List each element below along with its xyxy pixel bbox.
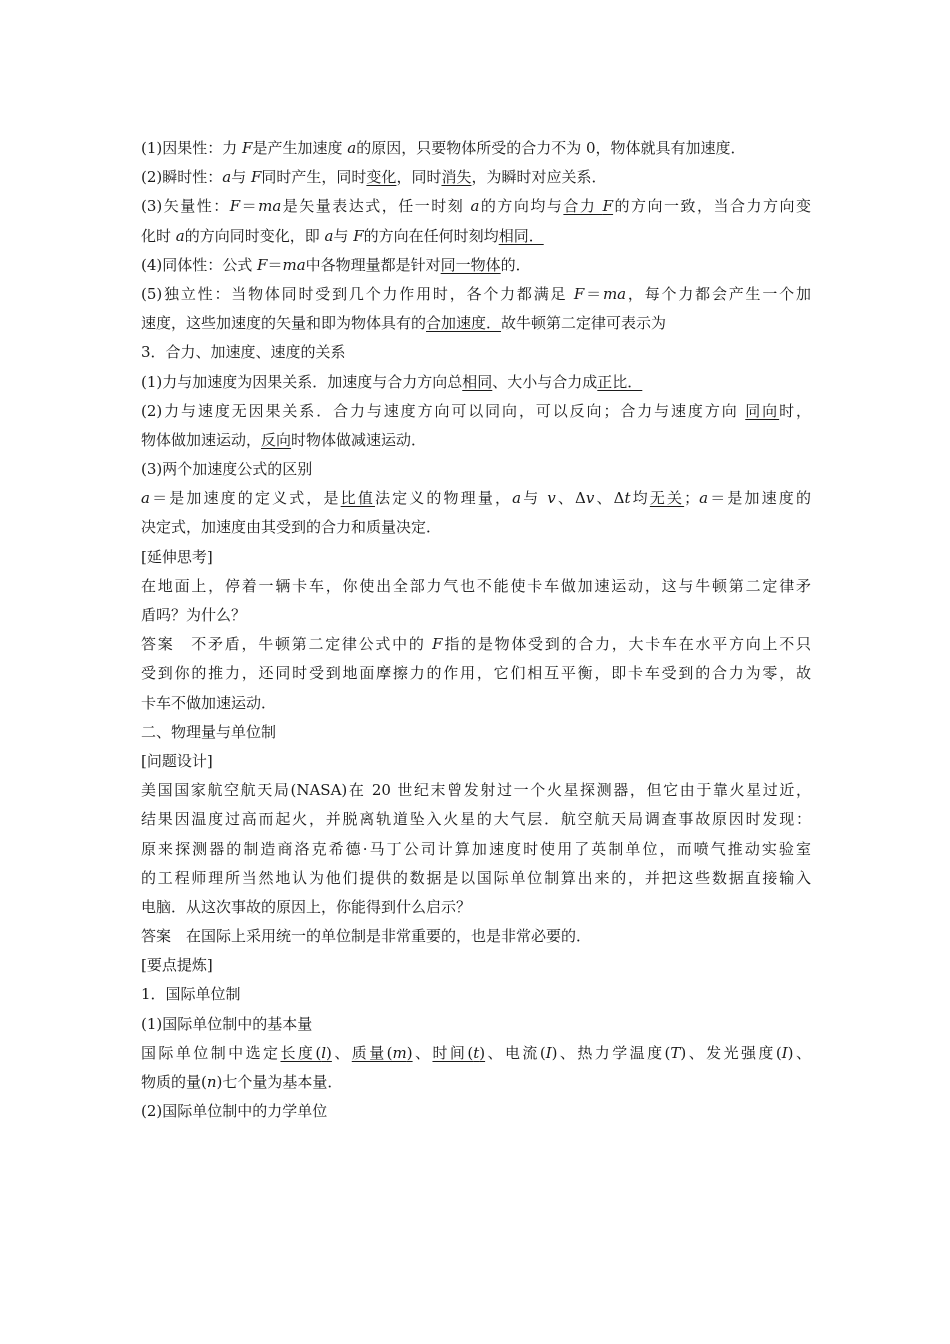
text-line bbox=[141, 864, 811, 893]
text-segment: 、大小与合力成 bbox=[492, 372, 598, 391]
text-segment: 时， bbox=[779, 401, 811, 420]
underlined-answer: 比值 bbox=[340, 489, 375, 508]
text-segment: 、Δ bbox=[594, 489, 625, 508]
symbol: F bbox=[242, 139, 253, 157]
text-line bbox=[141, 835, 811, 864]
symbol: F bbox=[250, 168, 262, 187]
text-line bbox=[141, 543, 811, 572]
text-segment: 、Δ bbox=[555, 489, 586, 508]
underlined-answer: 质量( bbox=[351, 1043, 393, 1062]
text-segment: 卡车不做加速运动． bbox=[141, 693, 277, 712]
symbol: F bbox=[229, 197, 241, 216]
symbol: ma bbox=[602, 284, 627, 303]
symbol: a bbox=[175, 226, 185, 245]
text-segment: (3)两个加速度公式的区别 bbox=[141, 460, 313, 479]
text-line bbox=[141, 689, 811, 718]
text-line bbox=[141, 309, 811, 338]
text-line bbox=[141, 134, 811, 163]
text-line bbox=[141, 397, 811, 426]
text-segment: (3)矢量性： bbox=[141, 197, 230, 216]
text-line bbox=[141, 338, 811, 367]
underlined-answer: 长度( bbox=[280, 1043, 322, 1062]
symbol: a bbox=[141, 489, 150, 508]
underlined-answer: ) bbox=[479, 1043, 486, 1062]
text-segment: [要点提炼] bbox=[141, 956, 213, 975]
text-segment: 的方向均与 bbox=[479, 197, 564, 216]
text-line bbox=[141, 951, 811, 980]
underlined-answer: 同一物体 bbox=[440, 255, 501, 274]
symbol: ma bbox=[282, 255, 306, 274]
text-line bbox=[141, 1039, 811, 1068]
document-body bbox=[141, 134, 811, 1126]
symbol: F bbox=[573, 284, 585, 303]
text-segment: ，同时 bbox=[396, 168, 442, 187]
text-segment: 中各物理量都是针对 bbox=[305, 255, 441, 274]
text-segment: 物体做加速运动， bbox=[141, 430, 262, 449]
text-line bbox=[141, 776, 811, 805]
text-segment: 是矢量表达式，任一时刻 bbox=[281, 197, 471, 216]
underlined-answer: 时间( bbox=[432, 1043, 474, 1062]
underlined-answer: t bbox=[473, 1043, 480, 1062]
text-segment: 与 bbox=[231, 168, 251, 187]
text-segment: 盾吗？为什么？ bbox=[141, 606, 247, 624]
underlined-answer: ) bbox=[326, 1043, 332, 1062]
text-segment: )、 bbox=[787, 1043, 811, 1062]
text-line bbox=[141, 163, 811, 192]
text-segment: (2)国际单位制中的力学单位 bbox=[141, 1102, 328, 1121]
text-segment: 化时 bbox=[141, 226, 176, 245]
text-line bbox=[141, 251, 811, 280]
text-segment: 答案 不矛盾，牛顿第二定律公式中的 bbox=[141, 635, 433, 654]
text-segment: 在地面上，停着一辆卡车，你使出全部力气也不能使卡车做加速运动，这与牛顿第二定律矛 bbox=[141, 576, 811, 595]
text-segment: 、 bbox=[412, 1043, 433, 1062]
text-segment: [问题设计] bbox=[141, 751, 213, 770]
symbol: n bbox=[206, 1073, 217, 1091]
text-segment: 物质的量( bbox=[141, 1073, 207, 1091]
underlined-answer: l bbox=[321, 1043, 327, 1062]
text-segment: 的． bbox=[500, 255, 531, 274]
symbol: v bbox=[547, 489, 556, 508]
text-segment: ＝是加速度的定义式，是 bbox=[149, 489, 341, 508]
underlined-answer: 相同． bbox=[498, 226, 544, 245]
symbol: t bbox=[624, 489, 631, 508]
underlined-answer: 变化 bbox=[366, 168, 397, 187]
text-segment: 结果因温度过高而起火，并脱离轨道坠入火星的大气层．航空航天局调查事故原因时发现： bbox=[141, 810, 811, 829]
text-segment: 的方向在任何时刻均 bbox=[363, 226, 499, 245]
text-segment: (2)瞬时性： bbox=[141, 168, 223, 187]
text-segment: ＝ bbox=[240, 197, 259, 216]
text-line bbox=[141, 980, 811, 1009]
text-segment: 1．国际单位制 bbox=[141, 985, 241, 1004]
text-segment: 是产生加速度 bbox=[252, 139, 348, 157]
symbol: F bbox=[257, 255, 268, 274]
symbol: a bbox=[324, 226, 334, 245]
underlined-answer: ) bbox=[406, 1043, 413, 1062]
text-line bbox=[141, 601, 811, 630]
text-line bbox=[141, 893, 811, 922]
text-segment: 美国国家航空航天局(NASA)在 20 世纪末曾发射过一个火星探测器，但它由于靠火星过近， bbox=[141, 781, 811, 800]
symbol: ma bbox=[258, 197, 282, 216]
text-line bbox=[141, 280, 811, 309]
text-segment: (1)因果性：力 bbox=[141, 139, 243, 157]
text-segment: 二、物理量与单位制 bbox=[141, 722, 277, 741]
text-line bbox=[141, 1097, 811, 1126]
text-segment: 的方向同时变化，即 bbox=[184, 226, 325, 245]
underlined-answer: 无关 bbox=[649, 489, 685, 508]
symbol: a bbox=[512, 489, 522, 508]
symbol: I bbox=[781, 1043, 788, 1062]
text-line bbox=[141, 1010, 811, 1039]
underlined-answer: 正比． bbox=[597, 372, 643, 391]
text-segment: 、电流( bbox=[485, 1043, 546, 1062]
text-segment: ，为瞬时对应关系． bbox=[471, 168, 607, 187]
symbol: F bbox=[353, 226, 364, 245]
text-segment: 同时产生，同时 bbox=[261, 168, 367, 187]
text-segment: 受到你的推力，还同时受到地面摩擦力的作用，它们相互平衡，即卡车受到的合力为零，故 bbox=[141, 664, 811, 683]
symbol: a bbox=[699, 489, 709, 508]
text-segment: 、 bbox=[331, 1043, 352, 1062]
text-segment: ＝是加速度的 bbox=[708, 489, 811, 508]
underlined-answer: 相同 bbox=[462, 372, 493, 391]
text-segment: 的原因，只要物体所受的合力不为 0，物体就具有加速度． bbox=[356, 139, 746, 157]
text-segment: 原来探测器的制造商洛克希德·马丁公司计算加速度时使用了英制单位，而喷气推动实验室 bbox=[141, 839, 811, 858]
underlined-answer: m bbox=[392, 1043, 407, 1062]
text-segment: )、热力学温度( bbox=[551, 1043, 671, 1062]
symbol: a bbox=[222, 168, 232, 187]
text-segment: )七个量为基本量． bbox=[216, 1073, 343, 1091]
text-segment: (1)国际单位制中的基本量 bbox=[141, 1014, 313, 1033]
text-segment: )、发光强度( bbox=[680, 1043, 782, 1062]
text-segment: 决定式，加速度由其受到的合力和质量决定． bbox=[141, 518, 442, 537]
text-line bbox=[141, 484, 811, 513]
text-segment: ，每个力都会产生一个加 bbox=[626, 284, 811, 303]
text-segment: ＝ bbox=[584, 284, 603, 303]
text-segment: ； bbox=[684, 489, 700, 508]
symbol: a bbox=[470, 197, 480, 216]
text-segment: 与 bbox=[521, 489, 548, 508]
underlined-answer: 消失 bbox=[441, 168, 472, 187]
text-line bbox=[141, 1068, 811, 1097]
text-segment: 电脑．从这次事故的原因上，你能得到什么启示？ bbox=[141, 897, 472, 916]
underlined-answer: 同向 bbox=[745, 401, 780, 420]
text-line bbox=[141, 426, 811, 455]
text-segment: 与 bbox=[333, 226, 354, 245]
text-line bbox=[141, 572, 811, 601]
text-segment: 法定义的物理量， bbox=[374, 489, 513, 508]
text-line bbox=[141, 222, 811, 251]
underlined-answer: 反向 bbox=[261, 430, 292, 449]
text-line bbox=[141, 922, 811, 951]
symbol: F bbox=[432, 635, 443, 654]
underlined-answer: F bbox=[602, 197, 614, 216]
text-segment: 的方向一致，当合力方向变 bbox=[613, 197, 811, 216]
symbol: a bbox=[347, 139, 357, 157]
text-line bbox=[141, 455, 811, 484]
text-segment: 3．合力、加速度、速度的关系 bbox=[141, 343, 346, 362]
text-segment: 时物体做减速运动． bbox=[291, 430, 427, 449]
text-segment: 速度，这些加速度的矢量和即为物体具有的 bbox=[141, 314, 427, 333]
text-segment: 国际单位制中选定 bbox=[141, 1043, 281, 1062]
text-segment: (4)同体性：公式 bbox=[141, 255, 258, 274]
text-line bbox=[141, 805, 811, 834]
symbol: T bbox=[670, 1043, 681, 1062]
underlined-answer: 合加速度． bbox=[426, 314, 502, 333]
text-line bbox=[141, 747, 811, 776]
text-line bbox=[141, 192, 811, 221]
text-segment: (5)独立性：当物体同时受到几个力作用时，各个力都满足 bbox=[141, 284, 574, 303]
text-segment: (2)力与速度无因果关系．合力与速度方向可以同向，可以反向；合力与速度方向 bbox=[141, 401, 746, 420]
symbol: I bbox=[545, 1043, 552, 1062]
underlined-answer: 合力 bbox=[563, 197, 603, 216]
text-segment: 答案 在国际上采用统一的单位制是非常重要的，也是非常必要的． bbox=[141, 927, 592, 946]
text-line bbox=[141, 368, 811, 397]
symbol: v bbox=[585, 489, 595, 508]
text-segment: 指的是物体受到的合力，大卡车在水平方向上不只 bbox=[442, 635, 811, 654]
text-segment: ＝ bbox=[267, 255, 283, 274]
text-line bbox=[141, 630, 811, 659]
text-segment: 故牛顿第二定律可表示为 bbox=[501, 314, 667, 333]
text-segment: [延伸思考] bbox=[141, 547, 213, 566]
text-segment: 均 bbox=[630, 489, 650, 508]
text-line bbox=[141, 718, 811, 747]
text-line bbox=[141, 659, 811, 688]
text-segment: 的工程师理所当然地认为他们提供的数据是以国际单位制算出来的，并把这些数据直接输入 bbox=[141, 868, 811, 887]
text-line bbox=[141, 513, 811, 542]
text-segment: (1)力与加速度为因果关系．加速度与合力方向总 bbox=[141, 372, 463, 391]
